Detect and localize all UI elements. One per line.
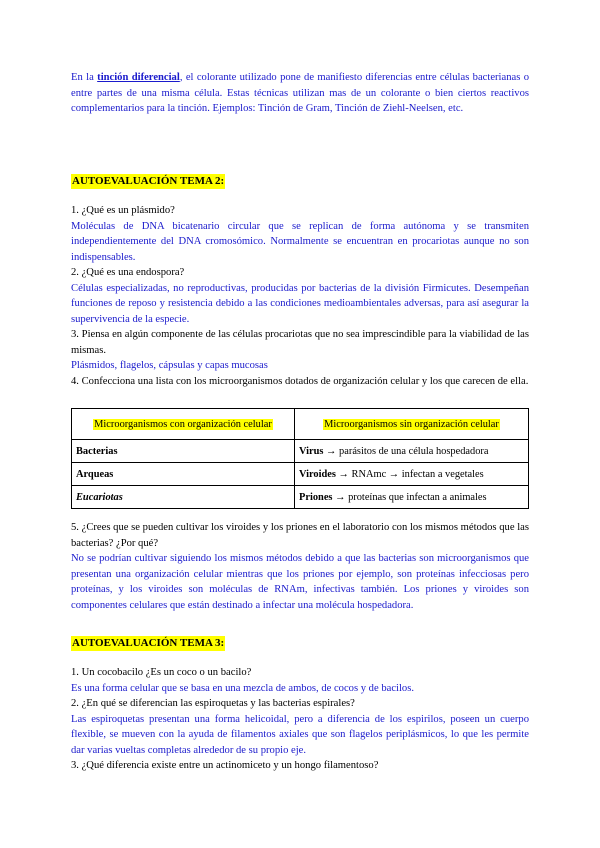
tema3-questions bbox=[71, 665, 529, 774]
question-2: 2. ¿En qué se diferencian las espiroquetas y las bacterias espirales? bbox=[71, 698, 355, 709]
intro-text-start: En la bbox=[71, 72, 98, 83]
header-with-organization: Microorganismos con organización celular bbox=[94, 418, 272, 430]
question-3: 3. Piensa en algún componente de las células procariotas que no sea imprescindible para la viabilidad de las mismas. bbox=[71, 329, 529, 356]
question-4: 4. Confecciona una lista con los microorganismos dotados de organización celular y los que carecen de ella. bbox=[71, 375, 529, 387]
arrow-icon: → bbox=[332, 491, 349, 503]
table-cell bbox=[295, 486, 529, 509]
table-header-cell bbox=[72, 409, 295, 440]
table-cell: Arqueas bbox=[72, 463, 295, 486]
intro-text-rest: , el colorante utilizado pone de manifiesto diferencias entre células bacterianas o entre partes de una misma célula. Estas técnicas utilizan mas de un colorante o bien ciertos reactivos complementarios para la tinción. Ejemplos: Tinción de Gram, Tinción de Ziehl-Neelsen, etc. bbox=[71, 72, 529, 114]
header-without-organization: Microorganismos sin organización celular bbox=[324, 418, 499, 430]
arrow-icon: → bbox=[335, 468, 352, 480]
question-1: 1. Un cocobacilo ¿Es un coco o un bacilo? bbox=[71, 667, 252, 678]
answer-2: Células especializadas, no reproductivas, producidas por bacterias de la división Firmicutes. Desempeñan funciones de reposo y resistencia debido a las condiciones medioambientales adversas, para así asegurar la supervivencia de la especie. bbox=[71, 282, 529, 325]
intro-term: tinción diferencial bbox=[97, 72, 180, 83]
table-cell: Bacterias bbox=[72, 440, 295, 463]
answer-1: Es una forma celular que se basa en una mezcla de ambos, de cocos y de bacilos. bbox=[71, 682, 414, 694]
answer-5: No se podrían cultivar siguiendo los mismos métodos debido a que las bacterias son microorganismos que presentan una organización celular mientras que los priones por ejemplo, son proteínas infecciosas pero proteínas, y los viroides son moléculas de RNAm, infectivas también. Los priones y viroides son componentes celulares que están destinado a infectar una molécula hospedadora. bbox=[71, 553, 529, 611]
intro-paragraph bbox=[71, 70, 529, 117]
answer-1: Moléculas de DNA bicatenario circular que se replican de forma autónoma y se transmiten independientemente del DNA cromosómico. Normalmente se encuentran en procariotas aunque no son indispensables. bbox=[71, 220, 529, 263]
tema3-heading: AUTOEVALUACIÓN TEMA 3: bbox=[72, 637, 225, 649]
cell-desc: RNAmc → infectan a vegetales bbox=[351, 468, 484, 480]
microorganisms-table bbox=[71, 408, 529, 509]
table-header-row bbox=[72, 409, 529, 440]
answer-2: Las espiroquetas presentan una forma helicoidal, pero a diferencia de los espirilos, poseen un cuerpo flexible, se mueven con la ayuda de filamentos axiales que son flagelos periplásmicos, lo que les permite dar varias vueltas completas alrededor de su propio eje. bbox=[71, 713, 529, 756]
table-cell bbox=[295, 440, 529, 463]
question-2: 2. ¿Qué es una endospora? bbox=[71, 267, 185, 278]
question-3: 3. ¿Qué diferencia existe entre un actinomiceto y un hongo filamentoso? bbox=[71, 760, 379, 771]
question-5: 5. ¿Crees que se pueden cultivar los viroides y los priones en el laboratorio con los mismos métodos que las bacterias? ¿Por qué? bbox=[71, 522, 529, 549]
table-cell bbox=[295, 463, 529, 486]
answer-3: Plásmidos, flagelos, cápsulas y capas mucosas bbox=[71, 360, 268, 371]
tema2-questions bbox=[71, 203, 529, 389]
cell-term: Priones bbox=[299, 491, 333, 503]
arrow-icon: → bbox=[323, 445, 340, 457]
tema2-question5 bbox=[71, 520, 529, 613]
cell-term: Viroides bbox=[299, 468, 336, 480]
table-row bbox=[72, 440, 529, 463]
cell-desc: proteínas que infectan a animales bbox=[348, 491, 487, 503]
question-1: 1. ¿Qué es un plásmido? bbox=[71, 205, 175, 216]
table-row bbox=[72, 463, 529, 486]
table-cell: Eucariotas bbox=[72, 486, 295, 509]
cell-term: Virus bbox=[299, 445, 324, 457]
cell-desc: parásitos de una célula hospedadora bbox=[339, 445, 489, 457]
table-row bbox=[72, 486, 529, 509]
tema2-heading: AUTOEVALUACIÓN TEMA 2: bbox=[72, 175, 225, 187]
table-header-cell bbox=[295, 409, 529, 440]
